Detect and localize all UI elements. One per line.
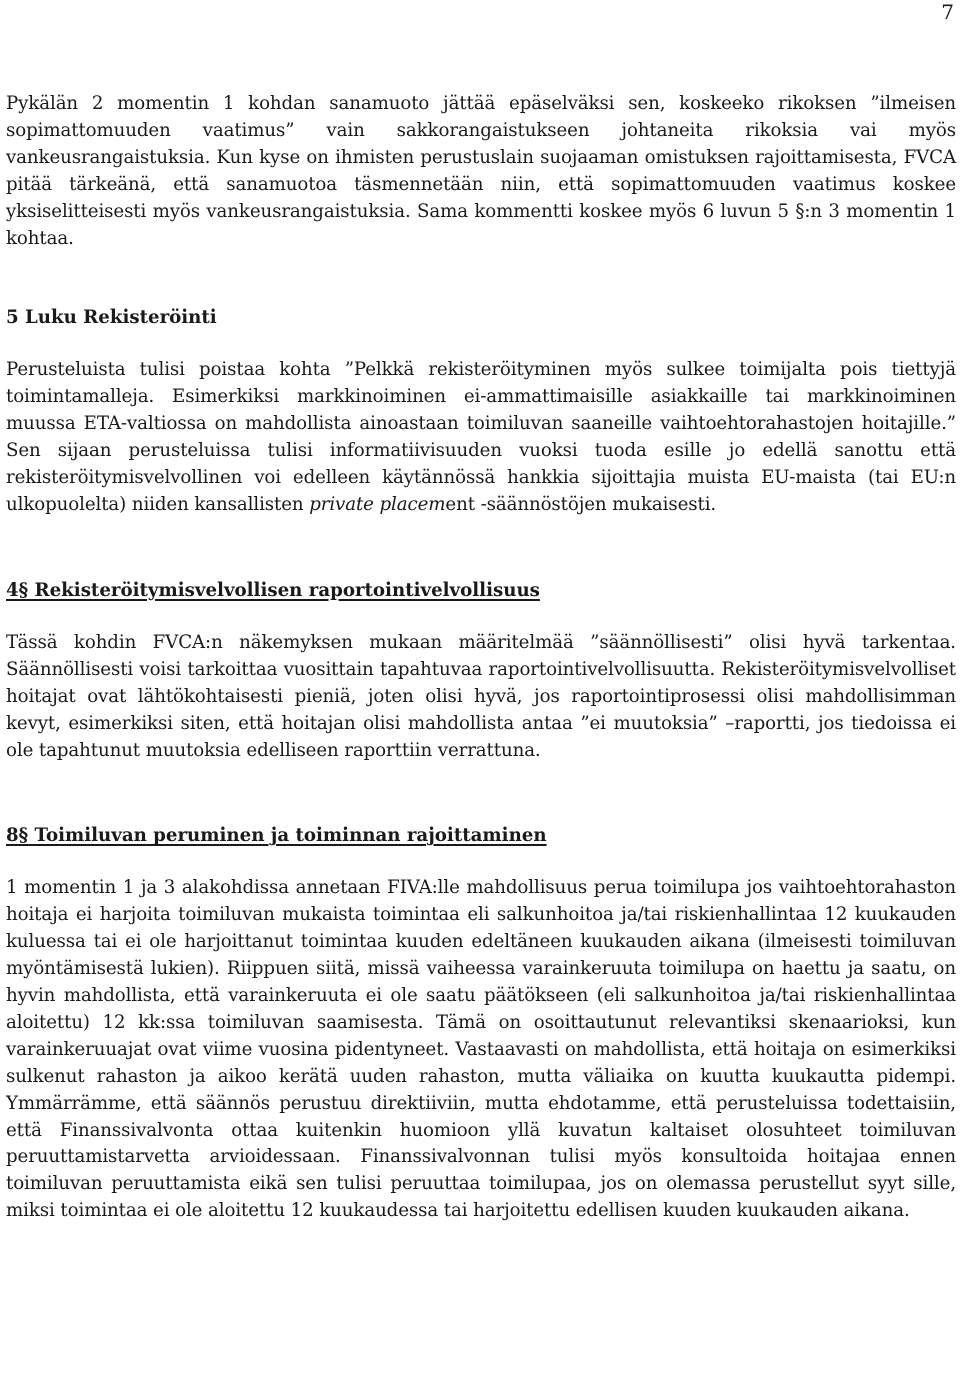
document-body: [6, 91, 956, 1225]
paragraph-section-2-comment: Pykälän 2 momentin 1 kohdan sanamuoto jättää epäselväksi sen, koskeeko rikoksen ”ilmeisen sopimattomuuden vaatimus” vain sakkorangaistukseen johtaneita rikoksia vai myös vankeusrangaistuksia. Kun kyse on ihmisten perustuslain suojaaman omistuksen rajoittamisesta, FVCA pitää tärkeänä, että sanamuotoa täsmennetään niin, että sopimattomuuden vaatimus koskee yksiselitteisesti myös vankeusrangaistuksia. Sama kommentti koskee myös 6 luvun 5 §:n 3 momentin 1 kohtaa.: [6, 93, 956, 249]
paragraph-text-part: ent -säännöstöjen mukaisesti.: [445, 493, 717, 515]
heading-section-8-license-revocation: [6, 822, 956, 849]
paragraph-italic-term: private placem: [309, 493, 446, 515]
paragraph-section-8-license-revocation: 1 momentin 1 ja 3 alakohdissa annetaan FIVA:lle mahdollisuus perua toimilupa jos vaihtoehtorahaston hoitaja ei harjoita toimiluvan mukaista toimintaa eli salkunhoitoa ja/tai riskienhallintaa 12 kuukauden kuluessa tai ei ole harjoittanut toimintaa kuuden edeltäneen kuukauden aikana (ilmeisesti toimiluvan myöntämisestä lukien). Riippuen siitä, missä vaiheessa varainkeruuta toimilupa on haettu ja saatu, on hyvin mahdollista, että varainkeruuta ei ole saatu päätökseen (eli salkunhoitoa ja/tai riskienhallintaa aloitettu) 12 kk:ssa toimiluvan saamisesta. Tämä on osoittautunut relevantiksi skenaarioksi, kun varainkeruuajat ovat viime vuosina pidentyneet. Vastaavasti on mahdollista, että hoitaja on esimerkiksi sulkenut rahaston ja aikoo kerätä uuden rahaston, mutta väliaika on kuutta kuukautta pidempi. Ymmärrämme, että säännös perustuu direktiiviin, mutta ehdotamme, että perusteluissa todettaisiin, että Finanssivalvonta ottaa kuitenkin huomioon yllä kuvatun kaltaiset olosuhteet toimiluvan peruuttamistarvetta arvioidessaan. Finanssivalvonnan tulisi myös konsultoida hoitajaa ennen toimiluvan peruuttamista eikä sen tulisi peruuttaa toimilupaa, jos on olemassa perustellut syyt sille, miksi toimintaa ei ole aloitettu 12 kuukaudessa tai harjoitettu edellisen kuuden kuukauden aikana.: [6, 877, 956, 1222]
heading-section-4-reporting: [6, 577, 956, 604]
heading-underlined-text: 4§ Rekisteröitymisvelvollisen raportointivelvollisuus: [6, 579, 540, 601]
paragraph-text-part: Perusteluista tulisi poistaa kohta ”Pelkkä rekisteröityminen myös sulkee toimijalta pois tiettyjä toimintamalleja. Esimerkiksi markkinoiminen ei-ammattimaisille asiakkaille tai markkinoiminen muussa ETA-valtiossa on mahdollista ainoastaan toimiluvan saaneille vaihtoehtorahastojen hoitajille.” Sen sijaan perusteluissa tulisi informatiivisuuden vuoksi tuoda esille jo edellä sanottu että rekisteröitymisvelvollinen voi edelleen käytännössä hankkia sijoittajia muista EU-maista (tai EU:n ulkopuolelta) niiden kansallisten: [6, 359, 956, 515]
heading-underlined-text: 8§ Toimiluvan peruminen ja toiminnan rajoittaminen: [6, 825, 547, 847]
page-number: 7: [941, 0, 954, 24]
paragraph-section-4-reporting: Tässä kohdin FVCA:n näkemyksen mukaan määritelmää ”säännöllisesti” olisi hyvä tarkentaa. Säännöllisesti voisi tarkoittaa vuosittain tapahtuvaa raportointivelvollisuutta. Rekisteröitymisvelvolliset hoitajat ovat lähtökohtaisesti pieniä, joten olisi hyvä, jos raportointiprosessi olisi mahdollisimman kevyt, esimerkiksi siten, että hoitajan olisi mahdollista antaa ”ei muutoksia” –raportti, jos tiedoissa ei ole tapahtunut muutoksia edelliseen raporttiin verrattuna.: [6, 631, 956, 761]
heading-chapter-5-registration: 5 Luku Rekisteröinti: [6, 307, 217, 329]
paragraph-chapter-5-registration: [6, 357, 956, 518]
